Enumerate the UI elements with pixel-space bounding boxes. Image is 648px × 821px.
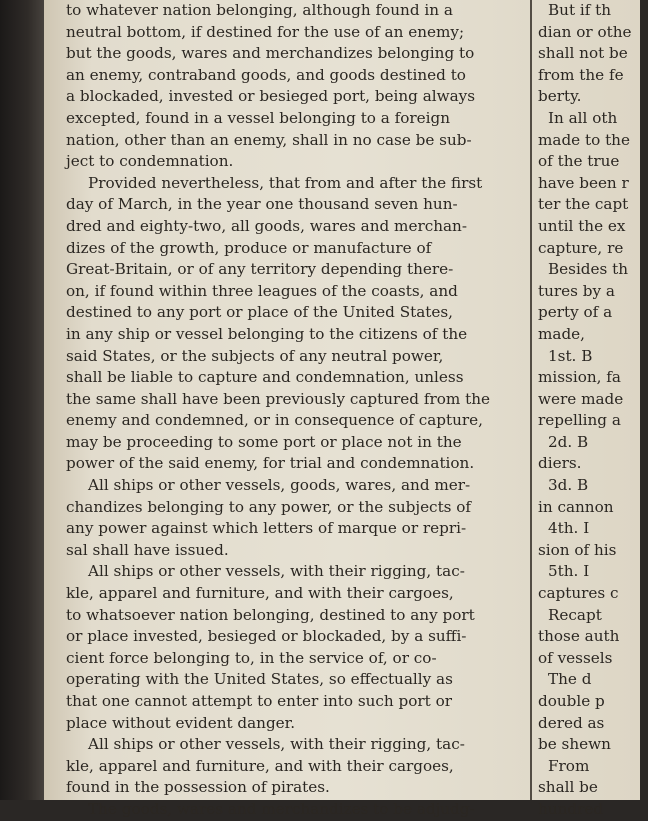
right-text-line: made, xyxy=(538,324,585,343)
right-text-column xyxy=(538,0,648,818)
text-line: dred and eighty-two, all goods, wares and merchan- xyxy=(66,216,467,235)
right-text-line: mission, fa xyxy=(538,368,621,387)
text-line: The goods, wares and merchandizes to be adjudg- xyxy=(88,799,475,818)
right-text-line: Besides th xyxy=(548,260,629,279)
text-line: or place invested, besieged or blockaded, by a suffi- xyxy=(66,627,467,646)
right-text-line: 1st. B xyxy=(548,346,593,365)
text-line: day of March, in the year one thousand seven hun- xyxy=(66,195,458,214)
right-text-line: The d xyxy=(548,670,592,689)
right-text-line: be shewn xyxy=(538,735,611,754)
right-text-line: shall not be xyxy=(538,44,628,63)
text-line: chandizes belonging to any power, or the subjects of xyxy=(66,497,472,516)
text-line: operating with the United States, so effectually as xyxy=(66,670,453,689)
text-line: ject to condemnation. xyxy=(66,152,234,171)
right-text-line: those auth xyxy=(538,627,620,646)
text-line: All ships or other vessels, goods, wares, and mer- xyxy=(88,476,471,495)
right-text-line: capture, re xyxy=(538,238,624,257)
text-line: to whatever nation belonging, although found in a xyxy=(66,1,453,19)
right-text-line: 2d. B xyxy=(548,432,589,451)
right-text-line: dered as xyxy=(538,713,605,732)
text-line: sal shall have issued. xyxy=(66,540,229,559)
right-text-line: In all oth xyxy=(548,108,618,127)
text-line: kle, apparel and furniture, and with their cargoes, xyxy=(66,584,454,603)
text-line: any power against which letters of marque or repri- xyxy=(66,519,467,538)
text-line: Provided nevertheless, that from and after the first xyxy=(88,173,483,192)
text-line: that one cannot attempt to enter into such port or xyxy=(66,692,452,710)
right-text-line: until the ex xyxy=(538,216,626,235)
text-line: neutral bottom, if destined for the use of an enemy; xyxy=(66,22,465,41)
right-text-line: captures c xyxy=(538,584,619,603)
text-line: in any ship or vessel belonging to the citizens of the xyxy=(66,324,468,343)
right-text-line: of vessels xyxy=(538,648,613,667)
right-text-line: shall be xyxy=(538,778,598,797)
main-text-column xyxy=(66,0,542,818)
right-text-line: have been r xyxy=(538,173,629,192)
right-text-line: diers. xyxy=(538,454,582,473)
right-text-line: in cannon xyxy=(538,497,614,516)
column-rule xyxy=(530,0,532,800)
right-text-line: of the true xyxy=(538,152,620,171)
right-text-line: perty of a xyxy=(538,303,613,322)
right-text-line: berty. xyxy=(538,87,582,106)
text-line: dizes of the growth, produce or manufacture of xyxy=(66,238,432,257)
right-text-line: But if th xyxy=(548,1,612,19)
text-line: All ships or other vessels, with their rigging, tac- xyxy=(88,562,465,581)
text-line: on, if found within three leagues of the coasts, and xyxy=(66,281,458,300)
right-text-line: ter the capt xyxy=(538,195,629,214)
right-text-line: Recapt xyxy=(548,605,602,624)
text-line: found in the possession of pirates. xyxy=(66,778,330,797)
right-text-line: tures by a xyxy=(538,281,615,300)
text-line: an enemy, contraband goods, and goods destined to xyxy=(66,65,466,84)
text-line: excepted, found in a vessel belonging to a foreign xyxy=(66,108,451,127)
text-line: Great-Britain, or of any territory depending there- xyxy=(66,260,454,279)
right-text-line: 5th. I xyxy=(548,562,590,581)
text-line: a blockaded, invested or besieged port, being always xyxy=(66,87,476,106)
text-line: shall be liable to capture and condemnation, unless xyxy=(66,368,464,387)
newspaper-page xyxy=(44,0,640,818)
right-text-line: from the fe xyxy=(538,65,624,84)
right-text-line: were made xyxy=(538,389,624,408)
text-line: but the goods, wares and merchandizes belonging to xyxy=(66,44,475,63)
right-text-line: 3d. B xyxy=(548,476,589,495)
text-line: may be proceeding to some port or place not in the xyxy=(66,432,462,451)
text-line: nation, other than an enemy, shall in no case be sub- xyxy=(66,130,472,149)
text-line: said States, or the subjects of any neutral power, xyxy=(66,346,444,365)
text-line: enemy and condemned, or in consequence of capture, xyxy=(66,411,483,430)
right-text-line: double p xyxy=(538,692,605,710)
text-line: power of the said enemy, for trial and condemnation. xyxy=(66,454,475,473)
page-binding-edge xyxy=(0,0,46,800)
right-text-line: dian or othe xyxy=(538,22,632,41)
text-line: All ships or other vessels, with their rigging, tac- xyxy=(88,735,465,754)
right-text-line: From xyxy=(548,756,590,775)
text-line: destined to any port or place of the United States, xyxy=(66,303,453,322)
right-text-line: sion of his xyxy=(538,540,617,559)
right-text-line: made to the xyxy=(538,130,630,149)
right-text-line: hundred xyxy=(538,799,604,818)
text-line: kle, apparel and furniture, and with their cargoes, xyxy=(66,756,454,775)
text-line: to whatsoever nation belonging, destined to any port xyxy=(66,605,475,624)
text-line: place without evident danger. xyxy=(66,713,296,732)
text-line: cient force belonging to, in the service of, or co- xyxy=(66,648,437,667)
text-line: the same shall have been previously captured from the xyxy=(66,389,490,408)
right-text-line: 4th. I xyxy=(548,519,590,538)
right-text-line: repelling a xyxy=(538,411,621,430)
